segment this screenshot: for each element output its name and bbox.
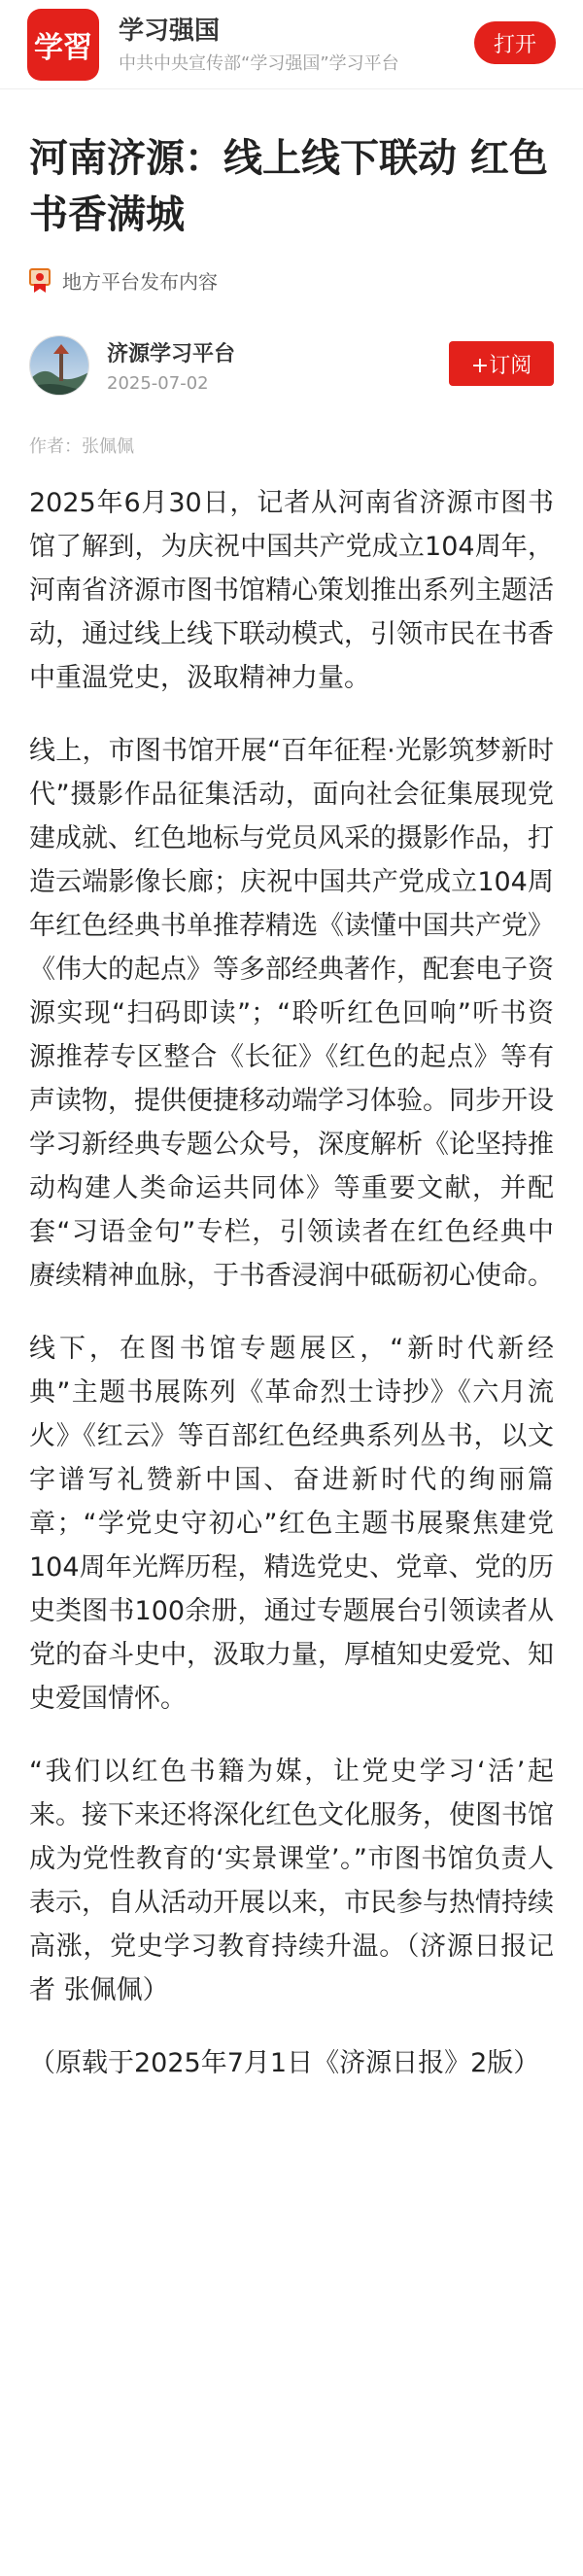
author-name[interactable]: 济源学习平台 [107, 342, 236, 366]
author-avatar[interactable] [29, 335, 89, 396]
open-app-button[interactable]: 打开 [474, 21, 556, 64]
article-paragraph: 2025年6月30日，记者从河南省济源市图书馆了解到，为庆祝中国共产党成立104周年，河南省济源市图书馆精心策划推出系列主题活动，通过线上线下联动模式，引领市民在书香中重温党史，汲取精神力量。 [29, 488, 554, 693]
article-title: 河南济源：线上线下联动 红色书香满城 [29, 136, 548, 237]
article-source-note: （原载于2025年7月1日《济源日报》2版） [29, 2048, 540, 2078]
app-logo: 学習 [27, 9, 99, 81]
source-line [29, 266, 554, 295]
article-byline: 作者：张佩佩 [29, 436, 134, 457]
app-info [119, 15, 399, 75]
article-paragraph: 线上，市图书馆开展“百年征程·光影筑梦新时代”摄影作品征集活动，面向社会征集展现党建成就、红色地标与党员风采的摄影作品，打造云端影像长廊；庆祝中国共产党成立104周年红色经典书单推荐精选《读懂中国共产党》《伟大的起点》等多部经典著作，配套电子资源实现“扫码即读”；“聆听红色回响”听书资源推荐专区整合《长征》《红色的起点》等有声读物，提供便捷移动端学习体验。同步开设学习新经典专题公众号，深度解析《论坚持推动构建人类命运共同体》等重要文献，并配套“习语金句”专栏，引领读者在红色经典中赓续精神血脉，于书香浸润中砥砺初心使命。 [29, 736, 554, 1291]
app-name: 学习强国 [119, 16, 221, 46]
app-subtitle: 中共中央宣传部“学习强国”学习平台 [119, 52, 399, 74]
author-row [29, 333, 554, 398]
subscribe-button[interactable]: +订阅 [449, 341, 554, 386]
author-info [107, 337, 235, 394]
app-banner [0, 0, 583, 89]
article-paragraph: 线下，在图书馆专题展区，“新时代新经典”主题书展陈列《革命烈士诗抄》《六月流火》《红云》等百部红色经典系列丛书，以文字谱写礼赞新中国、奋进新时代的绚丽篇章；“学党史守初心”红色主题书展聚焦建党104周年光辉历程，精选党史、党章、党的历史类图书100余册，通过专题展台引领读者从党的奋斗史中，汲取力量，厚植知史爱党、知史爱国情怀。 [29, 1334, 554, 1714]
publish-date: 2025-07-02 [107, 373, 209, 394]
ribbon-badge-icon [29, 268, 51, 294]
article-content [0, 130, 583, 2085]
article-paragraph: “我们以红色书籍为媒，让党史学习‘活’起来。接下来还将深化红色文化服务，使图书馆成为党性教育的‘实景课堂’。”市图书馆负责人表示，自从活动开展以来，市民参与热情持续高涨，党史学习教育持续升温。（济源日报记者 张佩佩） [29, 1757, 554, 2005]
source-label: 地方平台发布内容 [62, 270, 218, 294]
article-body [29, 481, 554, 2085]
